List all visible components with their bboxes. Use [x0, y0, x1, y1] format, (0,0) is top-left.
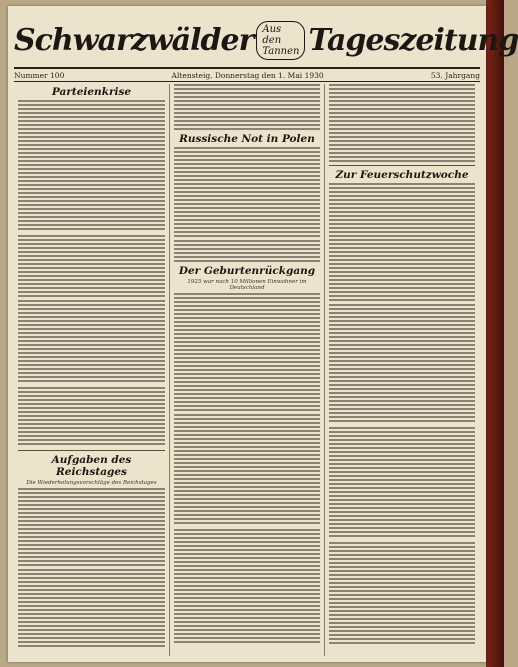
article-body	[174, 414, 320, 526]
article-body	[329, 427, 475, 539]
article-body	[18, 235, 165, 297]
masthead-right-title: Tageszeitung	[308, 22, 518, 58]
subheadline: 1925 war nach 10 Millionen Einwohner im Deutschland	[187, 279, 307, 291]
article-body	[329, 304, 475, 424]
issue-year: 53. Jahrgang	[430, 70, 480, 80]
headline-geburtenrueckgang: Der Geburtenrückgang	[178, 265, 316, 277]
divider	[329, 165, 475, 166]
article-body	[174, 529, 320, 645]
divider	[18, 450, 165, 451]
article-body	[18, 100, 165, 232]
masthead-middle-title: Aus den Tannen	[256, 21, 305, 60]
column-2	[169, 84, 324, 656]
article-body	[329, 84, 475, 162]
masthead	[14, 14, 518, 66]
article-body	[18, 300, 165, 384]
headline-russische-not: Russische Not in Polen	[179, 133, 315, 145]
article-columns	[14, 84, 480, 656]
article-body	[329, 183, 475, 301]
article-body	[174, 240, 320, 262]
headline-aufgaben: Aufgaben des Reichstages	[51, 454, 132, 478]
headline-feuerschutzwoche: Zur Feuerschutzwoche	[335, 169, 469, 181]
issue-number: Nummer 100	[14, 70, 65, 80]
article-body	[18, 387, 165, 447]
article-body	[18, 569, 165, 647]
newspaper-page	[8, 6, 518, 662]
column-1	[14, 84, 169, 656]
issue-date: Altensteig, Donnerstag den 1. Mai 1930	[171, 70, 324, 80]
article-body	[174, 293, 320, 411]
article-body	[174, 147, 320, 237]
article-body	[329, 542, 475, 646]
binder-spine	[486, 0, 504, 667]
article-body	[174, 84, 320, 130]
masthead-left-title: Schwarzwälder	[14, 22, 254, 58]
headline-parteienkrise: Parteienkrise	[51, 86, 132, 98]
subheadline: Die Wiederholungsvorschläge des Reichstages	[26, 480, 157, 486]
column-3	[324, 84, 479, 656]
article-body	[18, 488, 165, 566]
issue-info-bar	[14, 67, 480, 82]
